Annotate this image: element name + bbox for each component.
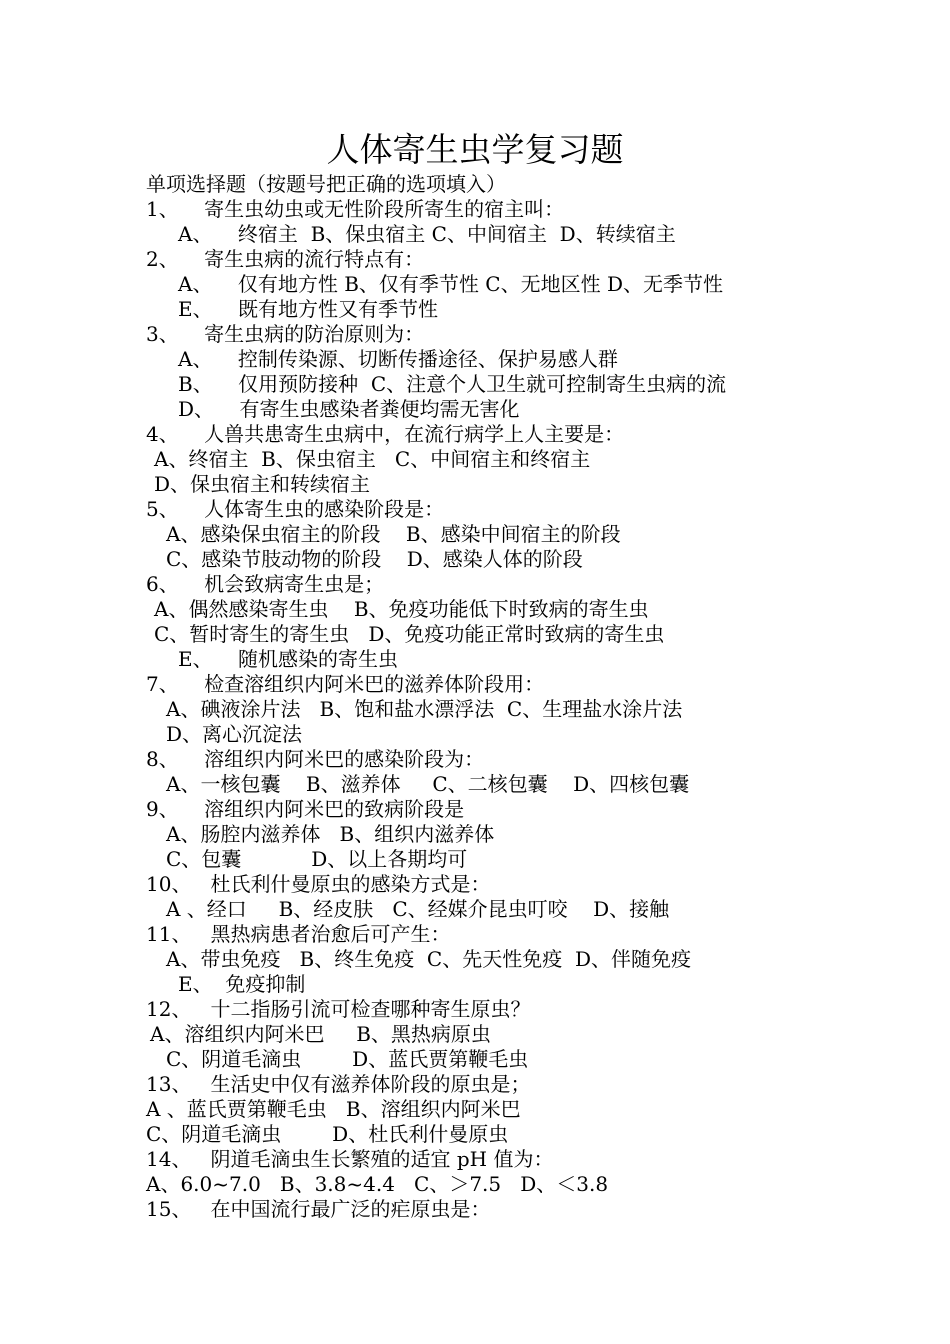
text-line: 6、 机会致病寄生虫是； [146, 572, 385, 596]
text-line: 3、 寄生虫病的防治原则为： [146, 322, 425, 346]
text-line: A、 终宿主 B、保虫宿主 C、中间宿主 D、转续宿主 [178, 222, 676, 246]
text-line: 9、 溶组织内阿米巴的致病阶段是 [146, 797, 465, 821]
text-line: 8、 溶组织内阿米巴的感染阶段为： [146, 747, 485, 771]
text-line: 1、 寄生虫幼虫或无性阶段所寄生的宿主叫： [146, 197, 565, 221]
text-line: C、感染节肢动物的阶段 D、感染人体的阶段 [166, 547, 583, 571]
text-line: A、溶组织内阿米巴 B、黑热病原虫 [150, 1022, 491, 1046]
text-line: E、 既有地方性又有季节性 [178, 297, 439, 321]
text-line: E、 免疫抑制 [178, 972, 306, 996]
text-line: 13、 生活史中仅有滋养体阶段的原虫是； [146, 1072, 531, 1096]
text-line: C、暂时寄生的寄生虫 D、免疫功能正常时致病的寄生虫 [154, 622, 665, 646]
text-line: A、带虫免疫 B、终生免疫 C、先天性免疫 D、伴随免疫 [166, 947, 691, 971]
text-line: A 、经口 B、经皮肤 C、经媒介昆虫叮咬 D、接触 [166, 897, 670, 921]
text-line: A、一核包囊 B、滋养体 C、二核包囊 D、四核包囊 [166, 772, 690, 796]
text-line: 5、 人体寄生虫的感染阶段是： [146, 497, 445, 521]
text-line: A、肠腔内滋养体 B、组织内滋养体 [166, 822, 495, 846]
text-line: B、 仅用预防接种 C、注意个人卫生就可控制寄生虫病的流 [178, 372, 727, 396]
text-line: A、偶然感染寄生虫 B、免疫功能低下时致病的寄生虫 [154, 597, 649, 621]
text-line: A、感染保虫宿主的阶段 B、感染中间宿主的阶段 [166, 522, 621, 546]
text-line: 14、 阴道毛滴虫生长繁殖的适宜 pH 值为： [146, 1147, 554, 1171]
text-line: A、终宿主 B、保虫宿主 C、中间宿主和终宿主 [154, 447, 591, 471]
text-line: D、 有寄生虫感染者粪便均需无害化 [178, 397, 520, 421]
document-title: 人体寄生虫学复习题 [326, 130, 624, 169]
text-line: D、离心沉淀法 [166, 722, 303, 746]
text-line: 15、 在中国流行最广泛的疟原虫是： [146, 1197, 491, 1221]
text-line: A 、蓝氏贾第鞭毛虫 B、溶组织内阿米巴 [146, 1097, 521, 1121]
text-line: 单项选择题（按题号把正确的选项填入） [146, 172, 506, 196]
text-line: 11、 黑热病患者治愈后可产生： [146, 922, 451, 946]
text-line: C、阴道毛滴虫 D、杜氏利什曼原虫 [146, 1122, 509, 1146]
text-line: 4、 人兽共患寄生虫病中，在流行病学上人主要是： [146, 422, 625, 446]
text-line: C、包囊 D、以上各期均可 [166, 847, 468, 871]
text-line: E、 随机感染的寄生虫 [178, 647, 399, 671]
text-line: A、 仅有地方性 B、仅有季节性 C、无地区性 D、无季节性 [178, 272, 723, 296]
text-line: 12、 十二指肠引流可检查哪种寄生原虫？ [146, 997, 531, 1021]
text-line: 7、 检查溶组织内阿米巴的滋养体阶段用： [146, 672, 545, 696]
text-line: A、 控制传染源、切断传播途径、保护易感人群 [178, 347, 618, 371]
text-line: 2、 寄生虫病的流行特点有： [146, 247, 425, 271]
text-line: A、6.0~7.0 B、3.8~4.4 C、＞7.5 D、＜3.8 [146, 1172, 609, 1196]
text-line: A、碘液涂片法 B、饱和盐水漂浮法 C、生理盐水涂片法 [166, 697, 683, 721]
text-line: D、保虫宿主和转续宿主 [154, 472, 371, 496]
text-line: 10、 杜氏利什曼原虫的感染方式是： [146, 872, 491, 896]
text-line: C、阴道毛滴虫 D、蓝氏贾第鞭毛虫 [166, 1047, 529, 1071]
